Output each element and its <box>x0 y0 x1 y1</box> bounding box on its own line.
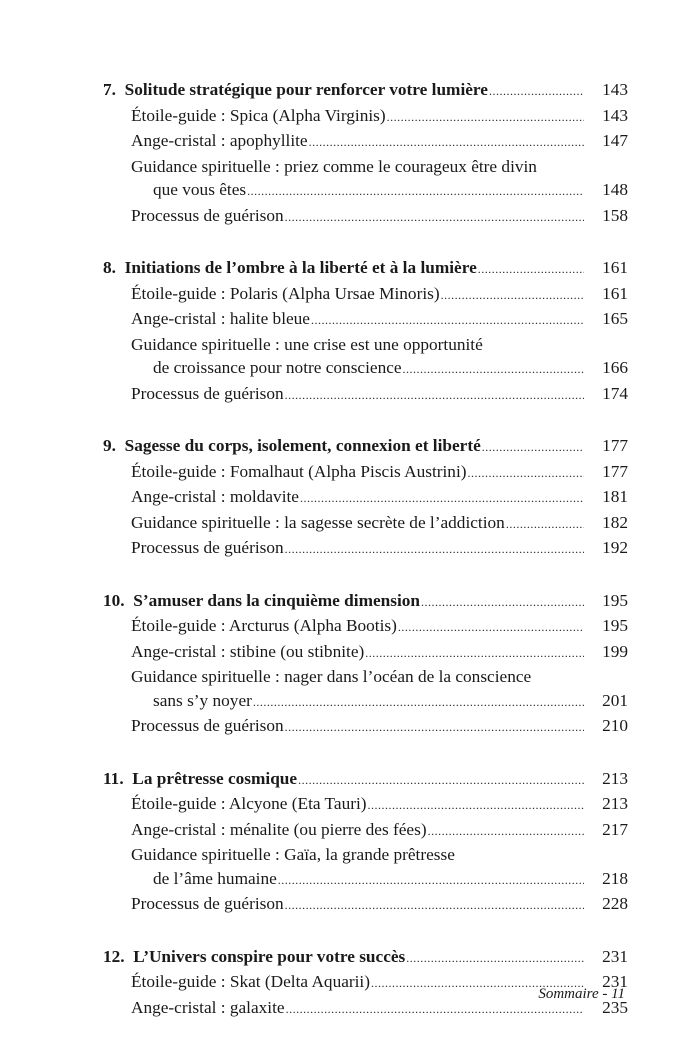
dot-leader <box>482 436 584 460</box>
table-of-contents <box>103 78 628 1048</box>
chapter-title: S’amuser dans la cinquième dimension <box>133 590 421 610</box>
entry-label: de croissance pour notre conscience <box>153 358 402 377</box>
page-number: 228 <box>602 894 628 913</box>
dot-leader <box>253 691 584 715</box>
dot-leader <box>285 894 584 918</box>
dot-leader <box>309 131 584 155</box>
ange-cristal-entry[interactable] <box>103 485 628 511</box>
ange-cristal-entry[interactable] <box>103 307 628 333</box>
dot-leader <box>368 794 584 818</box>
chapter-heading[interactable] <box>103 945 628 971</box>
entry-label: Processus de guérison <box>131 538 284 557</box>
guidance-line-1[interactable]: Guidance spirituelle : une crise est une opportunité <box>131 334 483 354</box>
guidance-line-1[interactable]: Guidance spirituelle : priez comme le courageux être divin <box>131 156 537 176</box>
chapter-heading[interactable] <box>103 767 628 793</box>
entry-label: sans s’y noyer <box>153 690 252 710</box>
dot-leader <box>285 538 584 562</box>
ange-cristal-entry[interactable] <box>103 818 628 844</box>
entry-label: Processus de guérison <box>131 716 284 735</box>
etoile-guide-entry[interactable] <box>103 460 628 486</box>
dot-leader <box>298 769 584 793</box>
entry-label: Guidance spirituelle : la sagesse secrète de l’addiction <box>131 512 505 532</box>
etoile-guide-entry[interactable] <box>103 282 628 308</box>
page-number: 143 <box>602 105 628 125</box>
page-number: 195 <box>602 590 628 610</box>
guidance-entry[interactable] <box>103 867 628 893</box>
dot-leader <box>285 206 584 230</box>
etoile-guide-entry[interactable] <box>103 104 628 130</box>
dot-leader <box>365 642 584 666</box>
chapter-number: 10. <box>103 590 125 610</box>
chapter-10 <box>103 589 628 740</box>
page-number: 161 <box>602 258 628 277</box>
chapter-number: 8. <box>103 258 116 277</box>
dot-leader <box>406 947 584 971</box>
entry-label: Étoile-guide : Polaris (Alpha Ursae Minoris) <box>131 283 440 303</box>
page-number: 143 <box>602 80 628 99</box>
page-number: 217 <box>602 819 628 839</box>
processus-entry[interactable] <box>103 204 628 230</box>
chapter-number: 11. <box>103 768 124 788</box>
processus-entry[interactable] <box>103 714 628 740</box>
page-number: 158 <box>602 205 628 225</box>
chapter-8 <box>103 256 628 407</box>
dot-leader <box>421 591 584 615</box>
chapter-11 <box>103 767 628 918</box>
dot-leader <box>247 180 584 204</box>
entry-label: Étoile-guide : Fomalhaut (Alpha Piscis Austrini) <box>131 461 467 481</box>
entry-label: Étoile-guide : Skat (Delta Aquarii) <box>131 972 370 991</box>
dot-leader <box>285 384 584 408</box>
page-number: 182 <box>602 512 628 532</box>
chapter-heading[interactable] <box>103 589 628 615</box>
ange-cristal-entry[interactable] <box>103 640 628 666</box>
page-number: 181 <box>602 487 628 506</box>
dot-leader <box>478 258 584 282</box>
dot-leader <box>489 80 584 104</box>
dot-leader <box>403 358 584 382</box>
page-number: 231 <box>602 972 628 991</box>
chapter-number: 7. <box>103 80 116 99</box>
guidance-line-1[interactable]: Guidance spirituelle : Gaïa, la grande prêtresse <box>131 845 455 864</box>
dot-leader <box>387 106 584 130</box>
page-number: 213 <box>602 768 628 788</box>
guidance-entry[interactable] <box>103 689 628 715</box>
chapter-title: Solitude stratégique pour renforcer votre lumière <box>124 80 488 99</box>
dot-leader <box>441 284 584 308</box>
ange-cristal-entry[interactable] <box>103 129 628 155</box>
page-number: 165 <box>602 309 628 328</box>
chapter-title: Initiations de l’ombre à la liberté et à la lumière <box>124 258 477 277</box>
entry-label: Ange-cristal : moldavite <box>131 487 299 506</box>
dot-leader <box>506 513 584 537</box>
page-number: 192 <box>602 538 628 557</box>
chapter-heading[interactable] <box>103 256 628 282</box>
etoile-guide-entry[interactable] <box>103 792 628 818</box>
entry-label: Processus de guérison <box>131 894 284 913</box>
page-number: 235 <box>602 997 628 1017</box>
dot-leader <box>468 462 584 486</box>
dot-leader <box>278 869 584 893</box>
entry-label: que vous êtes <box>153 180 247 199</box>
chapter-12 <box>103 945 628 1022</box>
entry-label: Ange-cristal : galaxite <box>131 997 285 1017</box>
page-number: 210 <box>602 716 628 735</box>
guidance-entry[interactable] <box>103 511 628 537</box>
chapter-title: La prêtresse cosmique <box>132 768 298 788</box>
entry-label: Ange-cristal : apophyllite <box>131 131 308 150</box>
chapter-7 <box>103 78 628 229</box>
page-number: 177 <box>602 436 628 455</box>
dot-leader <box>398 616 584 640</box>
etoile-guide-entry[interactable] <box>103 614 628 640</box>
page-number: 174 <box>602 383 628 403</box>
page-number: 199 <box>602 641 628 661</box>
entry-label: Étoile-guide : Alcyone (Eta Tauri) <box>131 794 367 813</box>
entry-label: Ange-cristal : halite bleue <box>131 309 310 328</box>
page-number: 218 <box>602 868 628 888</box>
guidance-line-1[interactable]: Guidance spirituelle : nager dans l’océan de la conscience <box>131 667 532 686</box>
page-number: 177 <box>602 461 628 481</box>
page-number: 231 <box>602 946 628 966</box>
entry-label: Étoile-guide : Arcturus (Alpha Bootis) <box>131 616 397 635</box>
chapter-9 <box>103 434 628 562</box>
entry-label: Ange-cristal : ménalite (ou pierre des fées) <box>131 819 427 839</box>
dot-leader <box>428 820 584 844</box>
page-number: 161 <box>602 283 628 303</box>
dot-leader <box>311 309 584 333</box>
dot-leader <box>300 487 584 511</box>
chapter-title: L’Univers conspire pour votre succès <box>133 946 406 966</box>
dot-leader <box>285 716 584 740</box>
entry-label: Processus de guérison <box>131 383 284 403</box>
chapter-heading[interactable] <box>103 78 628 104</box>
entry-label: Ange-cristal : stibine (ou stibnite) <box>131 641 365 661</box>
page-number: 166 <box>602 358 628 377</box>
chapter-title: Sagesse du corps, isolement, connexion et liberté <box>124 436 481 455</box>
processus-entry[interactable] <box>103 382 628 408</box>
guidance-entry[interactable] <box>103 178 628 204</box>
entry-label: de l’âme humaine <box>153 868 277 888</box>
chapter-number: 12. <box>103 946 125 966</box>
page-footer: Sommaire - 11 <box>538 986 625 1002</box>
page-number: 147 <box>602 131 628 150</box>
guidance-entry[interactable] <box>103 356 628 382</box>
page-number: 213 <box>602 794 628 813</box>
chapter-heading[interactable] <box>103 434 628 460</box>
entry-label: Processus de guérison <box>131 205 284 225</box>
page-number: 201 <box>602 690 628 710</box>
processus-entry[interactable] <box>103 892 628 918</box>
chapter-number: 9. <box>103 436 116 455</box>
page-number: 148 <box>602 180 628 199</box>
processus-entry[interactable] <box>103 536 628 562</box>
page-number: 195 <box>602 616 628 635</box>
entry-label: Étoile-guide : Spica (Alpha Virginis) <box>131 105 386 125</box>
